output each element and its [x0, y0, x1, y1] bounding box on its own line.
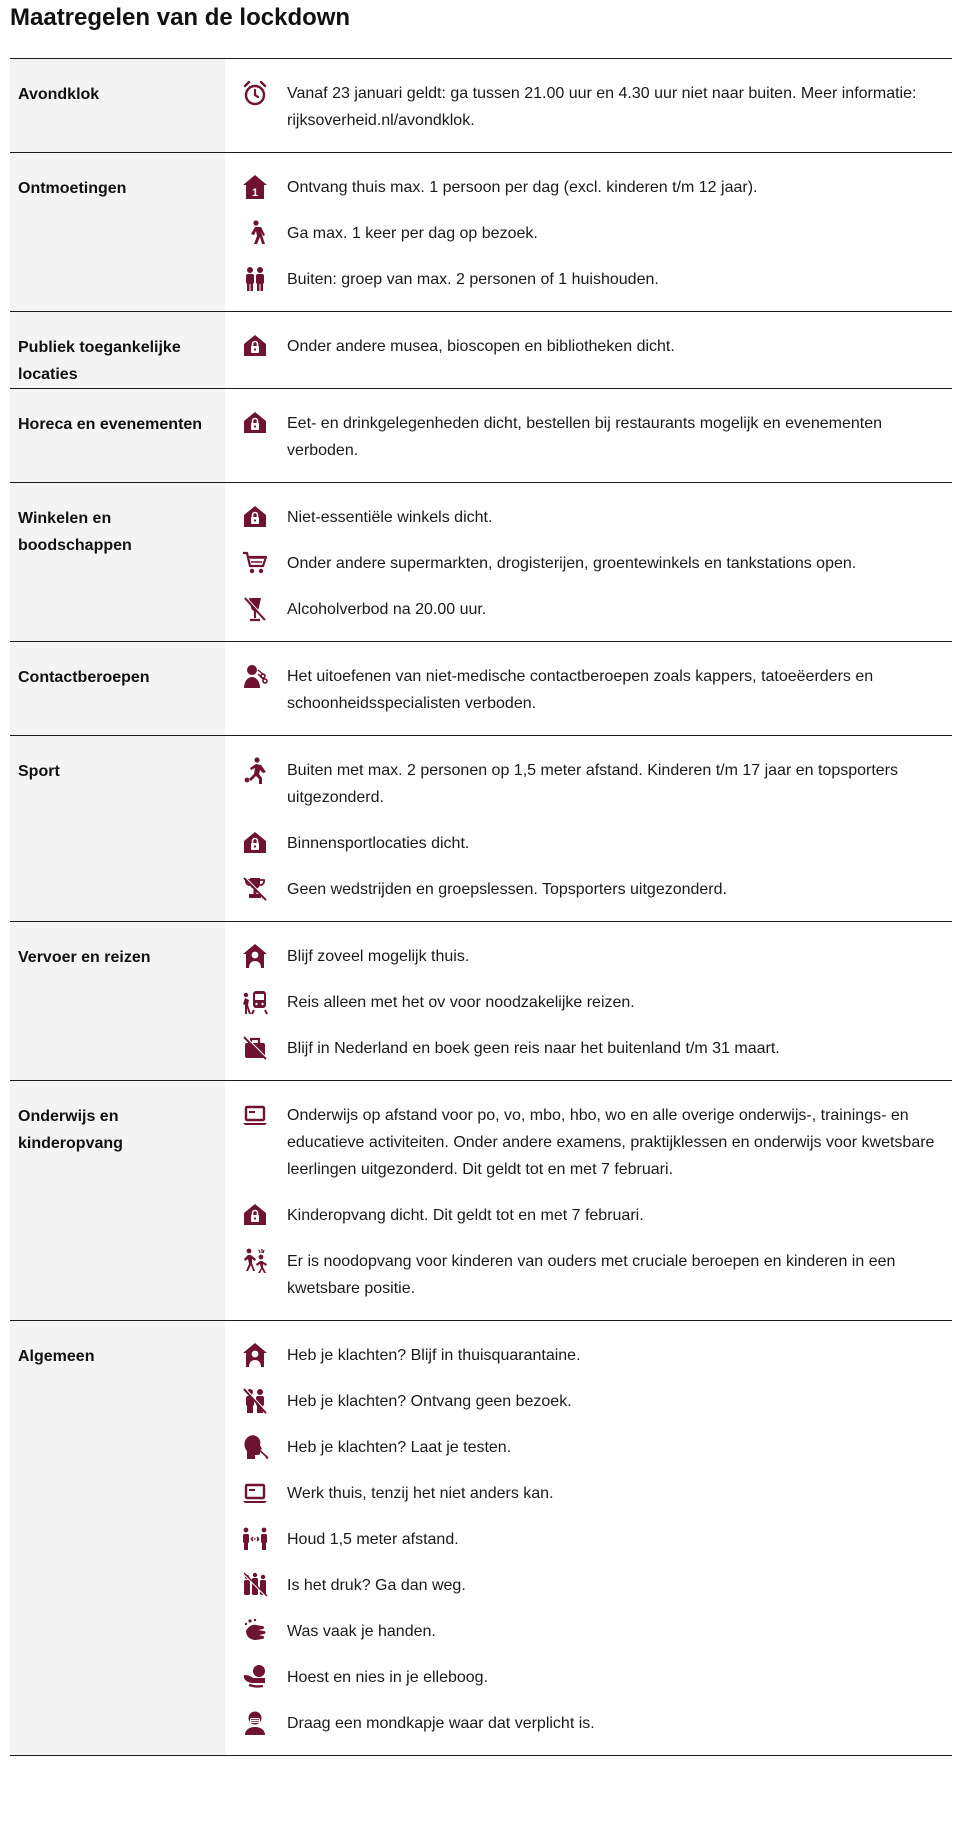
house-one-icon	[237, 173, 273, 201]
measure-text: Reis alleen met het ov voor noodzakelijke reizen.	[287, 994, 635, 1011]
measure-text: Geen wedstrijden en groepslessen. Topsporters uitgezonderd.	[287, 881, 727, 898]
measure-row	[10, 153, 952, 312]
measure-row	[10, 389, 952, 483]
person-at-home-icon	[237, 1341, 273, 1369]
measure-text: Heb je klachten? Blijf in thuisquarantaine.	[287, 1347, 581, 1364]
measure-item	[237, 173, 942, 201]
measure-category-label: Publiek toegankelijke locaties	[10, 312, 225, 388]
measure-category-label: Winkelen en boodschappen	[10, 483, 225, 641]
page-title: Maatregelen van de lockdown	[10, 4, 351, 31]
svg-text:1: 1	[251, 187, 259, 199]
measure-category-label: Onderwijs en kinderopvang	[10, 1081, 225, 1320]
measure-items	[225, 312, 952, 388]
measures-table	[10, 58, 952, 1756]
measure-row	[10, 483, 952, 642]
measure-text: Is het druk? Ga dan weg.	[287, 1577, 466, 1594]
measure-row	[10, 642, 952, 736]
measure-item	[237, 829, 942, 857]
measure-items	[225, 153, 952, 311]
hairdresser-icon	[237, 662, 273, 690]
measure-text: Onder andere musea, bioscopen en bibliotheken dicht.	[287, 338, 675, 355]
measure-text: Het uitoefenen van niet-medische contactberoepen zoals kappers, tatoeëerders en schoonheidsspecialisten verboden.	[287, 668, 874, 712]
measure-text: Was vaak je handen.	[287, 1623, 436, 1640]
measure-text: Ontvang thuis max. 1 persoon per dag (excl. kinderen t/m 12 jaar).	[287, 179, 758, 196]
measure-item	[237, 988, 942, 1016]
closed-building-icon	[237, 503, 273, 531]
measure-category-label: Vervoer en reizen	[10, 922, 225, 1080]
measure-row	[10, 922, 952, 1081]
measure-text: Ga max. 1 keer per dag op bezoek.	[287, 225, 538, 242]
measure-text: Blijf zoveel mogelijk thuis.	[287, 948, 470, 965]
measure-item	[237, 1525, 942, 1553]
alarm-clock-icon	[237, 79, 273, 107]
laptop-icon	[237, 1479, 273, 1507]
measure-item	[237, 1433, 942, 1461]
no-alcohol-icon	[237, 595, 273, 623]
closed-building-icon	[237, 829, 273, 857]
measure-item	[237, 503, 942, 531]
children-playing-icon	[237, 1247, 273, 1275]
measure-items	[225, 389, 952, 482]
measure-text: Werk thuis, tenzij het niet anders kan.	[287, 1485, 554, 1502]
measure-text: Kinderopvang dicht. Dit geldt tot en met 7 februari.	[287, 1207, 644, 1224]
shopping-cart-icon	[237, 549, 273, 577]
measure-items	[225, 1321, 952, 1755]
measure-item	[237, 79, 942, 134]
cough-elbow-icon	[237, 1663, 273, 1691]
measure-text: Buiten met max. 2 personen op 1,5 meter afstand. Kinderen t/m 17 jaar en topsporters uitgezonderd.	[287, 762, 899, 806]
measure-category-label: Sport	[10, 736, 225, 921]
crowd-icon	[237, 1571, 273, 1599]
measure-item	[237, 942, 942, 970]
measure-item	[237, 1663, 942, 1691]
measure-item	[237, 332, 942, 360]
measure-items	[225, 922, 952, 1080]
measure-item	[237, 595, 942, 623]
measure-item	[237, 1709, 942, 1737]
measure-category-label: Algemeen	[10, 1321, 225, 1755]
measure-text: Binnensportlocaties dicht.	[287, 835, 470, 852]
measure-items	[225, 59, 952, 152]
person-at-home-icon	[237, 942, 273, 970]
measure-item	[237, 1341, 942, 1369]
measure-row	[10, 1321, 952, 1756]
measure-row	[10, 312, 952, 389]
measure-row	[10, 736, 952, 922]
measure-item	[237, 549, 942, 577]
measure-category-label: Avondklok	[10, 59, 225, 152]
no-travel-suitcase-icon	[237, 1034, 273, 1062]
measure-text: Blijf in Nederland en boek geen reis naar het buitenland t/m 31 maart.	[287, 1040, 780, 1057]
measure-items	[225, 736, 952, 921]
measure-items	[225, 1081, 952, 1320]
measure-category-label: Ontmoetingen	[10, 153, 225, 311]
measure-text: Onderwijs op afstand voor po, vo, mbo, hbo, wo en alle overige onderwijs-, trainings- en educatieve activiteiten. Onder andere examens, praktijklessen en onderwijs voor kwetsbare leerlingen uitgezonderd. Dit geldt tot en met 7 februari.	[287, 1107, 935, 1178]
closed-building-icon	[237, 332, 273, 360]
measure-text: Eet- en drinkgelegenheden dicht, bestellen bij restaurants mogelijk en evenementen verboden.	[287, 415, 883, 459]
measure-category-label: Horeca en evenementen	[10, 389, 225, 482]
measure-item	[237, 219, 942, 247]
measure-item	[237, 1571, 942, 1599]
laptop-icon	[237, 1101, 273, 1129]
face-mask-icon	[237, 1709, 273, 1737]
measure-item	[237, 875, 942, 903]
measure-text: Buiten: groep van max. 2 personen of 1 huishouden.	[287, 271, 659, 288]
measure-item	[237, 1479, 942, 1507]
closed-building-icon	[237, 409, 273, 437]
measure-item	[237, 409, 942, 464]
measure-item	[237, 1247, 942, 1302]
measure-items	[225, 483, 952, 641]
two-people-icon	[237, 265, 273, 293]
measure-text: Onder andere supermarkten, drogisterijen, groentewinkels en tankstations open.	[287, 555, 857, 572]
test-swab-icon	[237, 1433, 273, 1461]
no-trophy-icon	[237, 875, 273, 903]
measure-item	[237, 1617, 942, 1645]
measure-item	[237, 756, 942, 811]
measure-text: Houd 1,5 meter afstand.	[287, 1531, 459, 1548]
wash-hands-icon	[237, 1617, 273, 1645]
football-player-icon	[237, 756, 273, 784]
public-transport-icon	[237, 988, 273, 1016]
measure-item	[237, 1201, 942, 1229]
measure-item	[237, 662, 942, 717]
measure-item	[237, 1387, 942, 1415]
measure-text: Er is noodopvang voor kinderen van ouders met cruciale beroepen en kinderen in een kwetsbare positie.	[287, 1253, 896, 1297]
measure-text: Hoest en nies in je elleboog.	[287, 1669, 489, 1686]
no-visitors-icon	[237, 1387, 273, 1415]
measure-text: Heb je klachten? Laat je testen.	[287, 1439, 512, 1456]
closed-building-icon	[237, 1201, 273, 1229]
distance-icon	[237, 1525, 273, 1553]
measure-text: Heb je klachten? Ontvang geen bezoek.	[287, 1393, 572, 1410]
measure-item	[237, 1101, 942, 1183]
measure-item	[237, 265, 942, 293]
measure-items	[225, 642, 952, 735]
measure-item	[237, 1034, 942, 1062]
walking-person-icon	[237, 219, 273, 247]
measure-text: Alcoholverbod na 20.00 uur.	[287, 601, 487, 618]
measure-text: Vanaf 23 januari geldt: ga tussen 21.00 uur en 4.30 uur niet naar buiten. Meer informatie: rijksoverheid.nl/avondklok.	[287, 85, 917, 129]
measure-row	[10, 1081, 952, 1321]
measure-text: Draag een mondkapje waar dat verplicht is.	[287, 1715, 595, 1732]
measure-text: Niet-essentiële winkels dicht.	[287, 509, 493, 526]
measure-category-label: Contactberoepen	[10, 642, 225, 735]
measure-row	[10, 59, 952, 153]
